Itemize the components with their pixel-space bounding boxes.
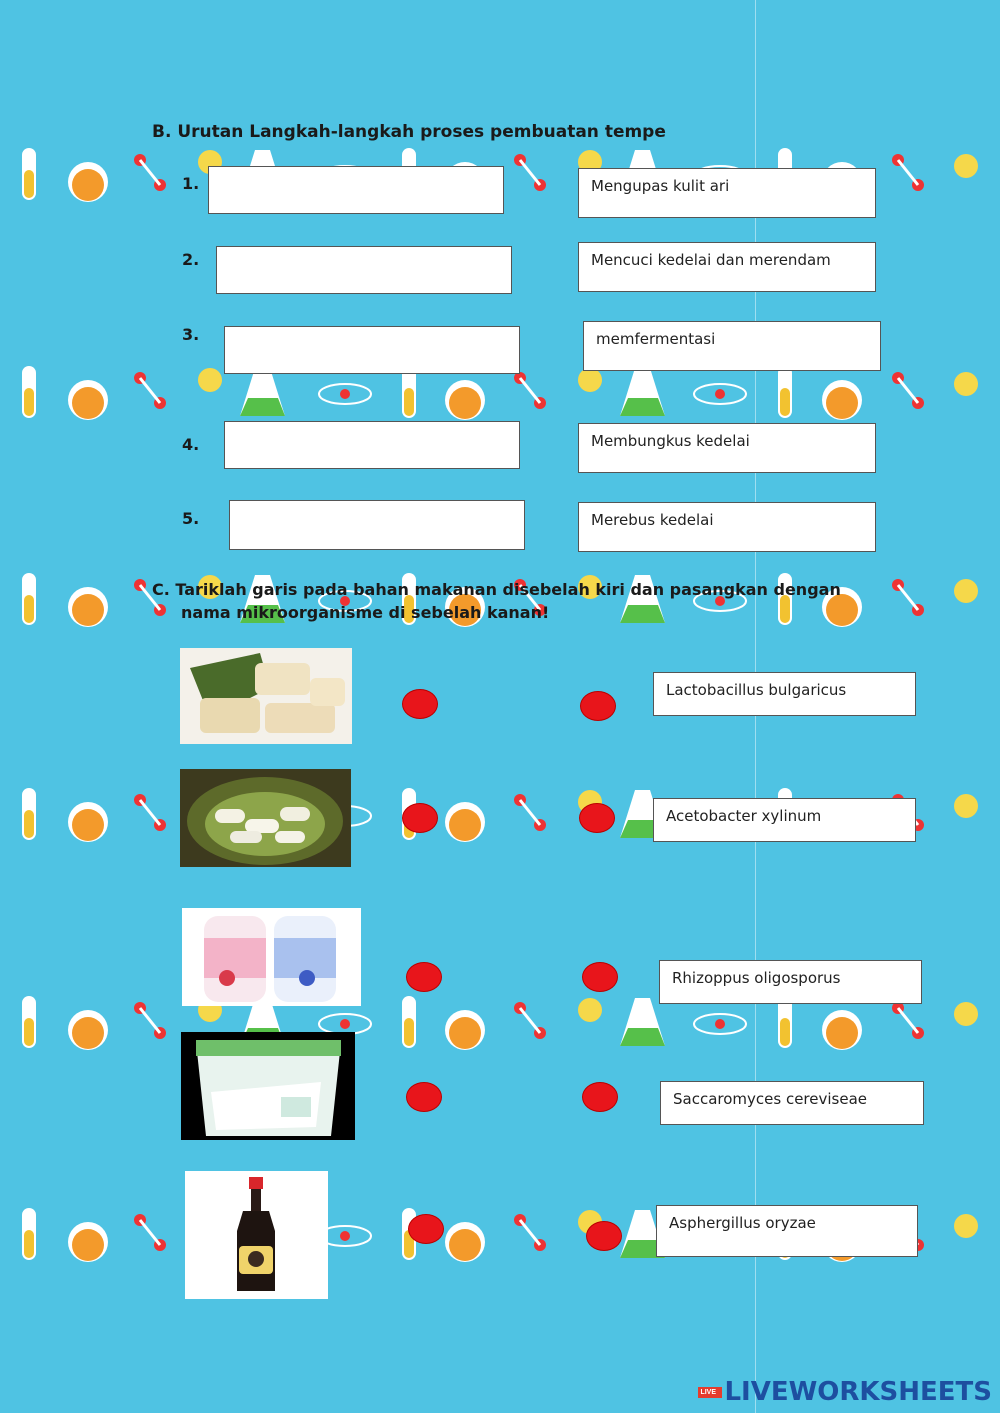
soy-sauce-image (185, 1171, 328, 1299)
answer-drop-box-4[interactable] (224, 421, 520, 469)
step-option-card[interactable]: Merebus kedelai (578, 502, 876, 552)
match-dot-left[interactable] (406, 962, 442, 992)
microorganism-card: Saccaromyces cereviseae (660, 1081, 924, 1125)
step-number-2: 2. (182, 250, 200, 269)
step-number-5: 5. (182, 509, 200, 528)
answer-drop-box-3[interactable] (224, 326, 520, 374)
microorganism-card: Acetobacter xylinum (653, 798, 916, 842)
match-dot-right[interactable] (582, 962, 618, 992)
yogurt-image (182, 908, 361, 1006)
match-dot-right[interactable] (586, 1221, 622, 1251)
microorganism-card: Asphergillus oryzae (656, 1205, 918, 1257)
match-dot-right[interactable] (579, 803, 615, 833)
step-number-3: 3. (182, 325, 200, 344)
answer-drop-box-5[interactable] (229, 500, 525, 550)
section-c-heading-line1: C. Tariklah garis pada bahan makanan disebelah kiri dan pasangkan dengan (152, 580, 841, 599)
match-dot-left[interactable] (408, 1214, 444, 1244)
answer-drop-box-2[interactable] (216, 246, 512, 294)
microorganism-card: Rhizoppus oligosporus (659, 960, 922, 1004)
match-dot-right[interactable] (580, 691, 616, 721)
step-option-card[interactable]: memfermentasi (583, 321, 881, 371)
match-dot-left[interactable] (402, 803, 438, 833)
microorganism-card: Lactobacillus bulgaricus (653, 672, 916, 716)
step-option-card[interactable]: Membungkus kedelai (578, 423, 876, 473)
tape-image (180, 769, 351, 867)
science-pattern-band (0, 565, 1000, 635)
liveworksheets-logo (698, 1377, 992, 1407)
answer-drop-box-1[interactable] (208, 166, 504, 214)
section-c-heading-line2: nama mikroorganisme di sebelah kanan! (181, 603, 550, 622)
match-dot-left[interactable] (406, 1082, 442, 1112)
step-number-4: 4. (182, 435, 200, 454)
section-b-heading: B. Urutan Langkah-langkah proses pembuatan tempe (152, 122, 666, 142)
live-badge: LIVE (698, 1387, 722, 1398)
step-option-card[interactable]: Mengupas kulit ari (578, 168, 876, 218)
tempe-image (180, 648, 352, 744)
nata-de-coco-image (181, 1032, 355, 1140)
step-number-1: 1. (182, 174, 200, 193)
brand-name: LIVEWORKSHEETS (724, 1377, 992, 1407)
match-dot-right[interactable] (582, 1082, 618, 1112)
match-dot-left[interactable] (402, 689, 438, 719)
step-option-card[interactable]: Mencuci kedelai dan merendam (578, 242, 876, 292)
